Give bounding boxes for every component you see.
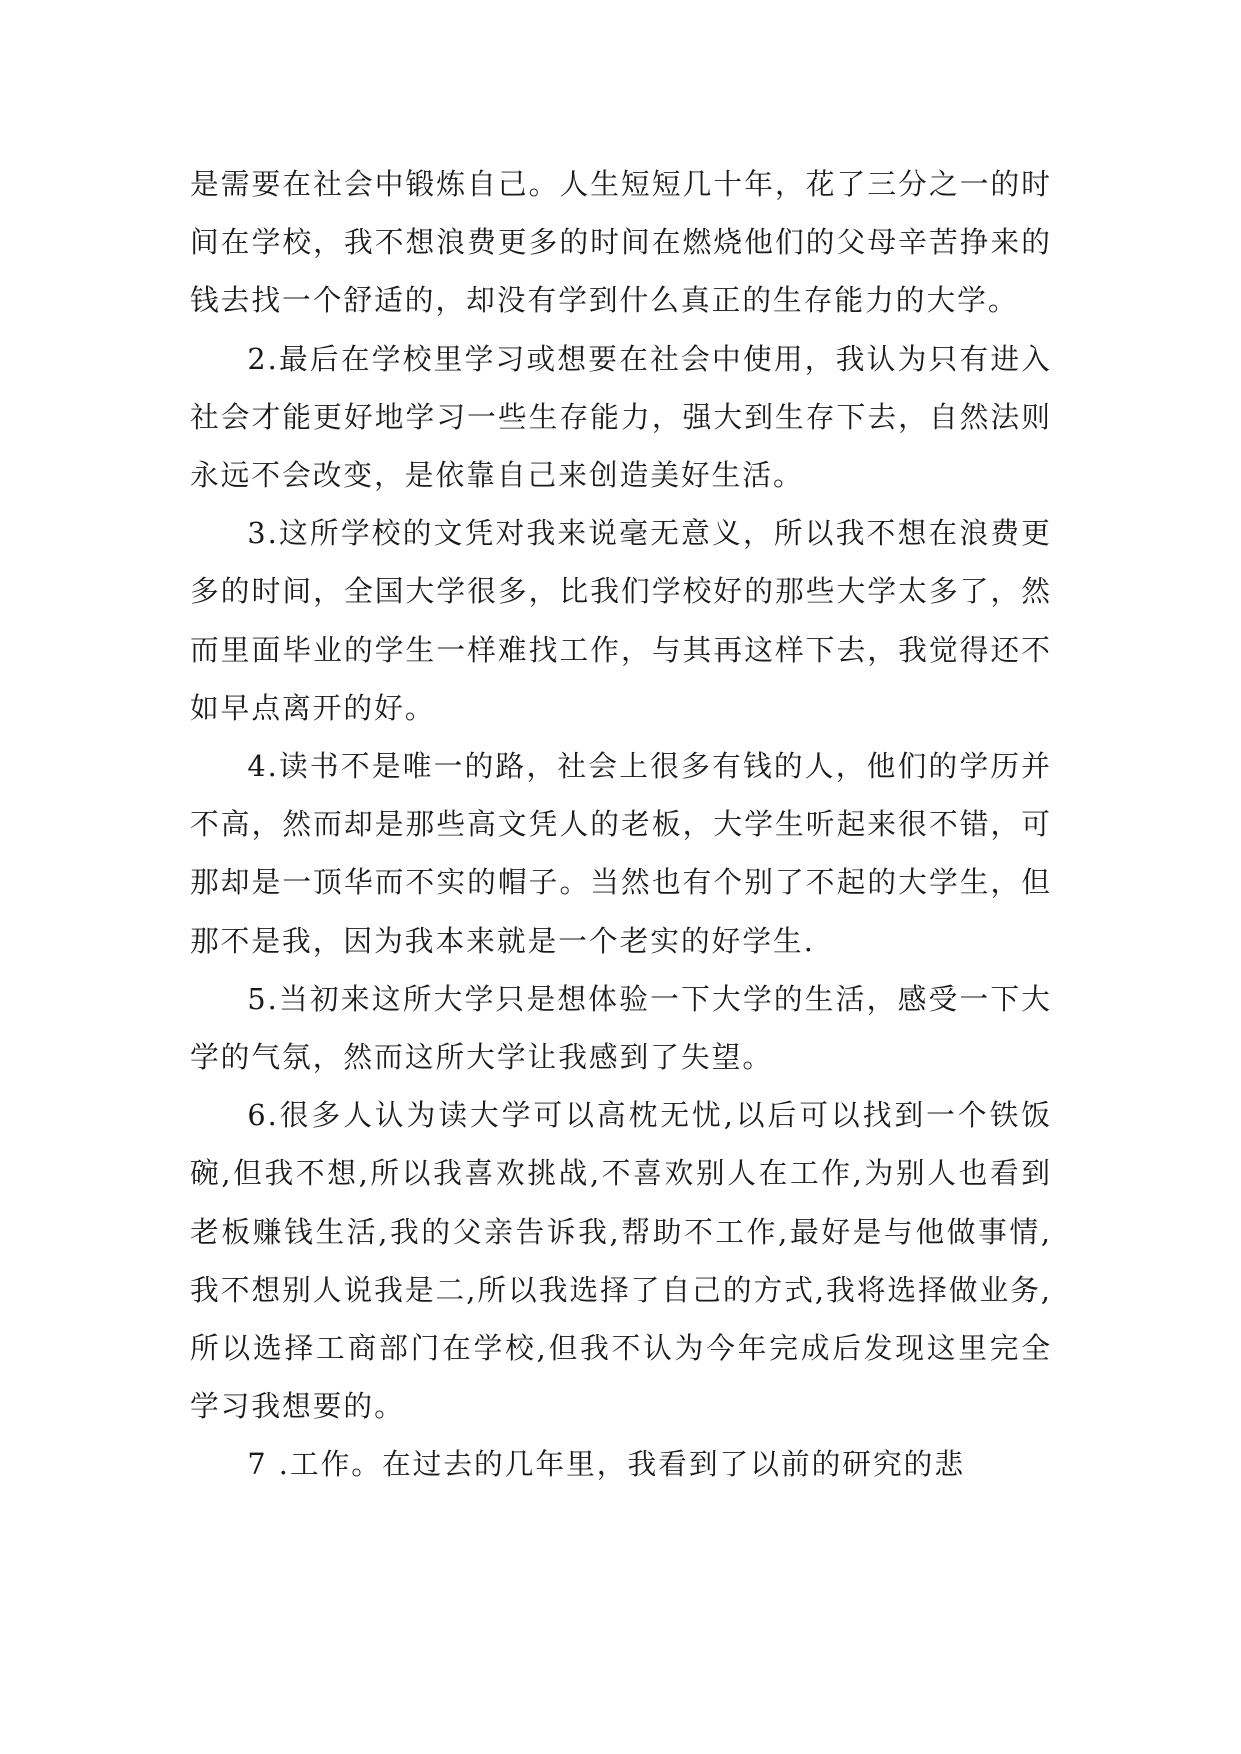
paragraph-3: 3.这所学校的文凭对我来说毫无意义，所以我不想在浪费更多的时间，全国大学很多，比我们学校好的那些大学太多了，然而里面毕业的学生一样难找工作，与其再这样下去，我觉得还不如早点离开的好。 xyxy=(190,516,1052,725)
paragraph-1: 是需要在社会中锻炼自己。人生短短几十年，花了三分之一的时间在学校，我不想浪费更多的时间在燃烧他们的父母辛苦挣来的钱去找一个舒适的，却没有学到什么真正的生存能力的大学。 xyxy=(190,167,1052,318)
paragraph-2: 2.最后在学校里学习或想要在社会中使用，我认为只有进入社会才能更好地学习一些生存能力，强大到生存下去，自然法则永远不会改变，是依靠自己来创造美好生活。 xyxy=(190,341,1052,493)
paragraph-4: 4.读书不是唯一的路，社会上很多有钱的人，他们的学历并不高，然而却是那些高文凭人的老板，大学生听起来很不错，可那却是一顶华而不实的帽子。当然也有个别了不起的大学生，但那不是我，因为我本来就是一个老实的好学生. xyxy=(190,749,1052,958)
paragraph-6: 6.很多人认为读大学可以高枕无忧,以后可以找到一个铁饭碗,但我不想,所以我喜欢挑战,不喜欢别人在工作,为别人也看到老板赚钱生活,我的父亲告诉我,帮助不工作,最好是与他做事情,我不想别人说我是二,所以我选择了自己的方式,我将选择做业务,所以选择工商部门在学校,但我不认为今年完成后发现这里完全学习我想要的。 xyxy=(190,1098,1052,1424)
paragraph-5: 5.当初来这所大学只是想体验一下大学的生活，感受一下大学的气氛，然而这所大学让我感到了失望。 xyxy=(190,981,1052,1075)
document-body xyxy=(190,155,1052,1494)
paragraph-7: 7 .工作。在过去的几年里，我看到了以前的研究的悲 xyxy=(247,1447,966,1482)
